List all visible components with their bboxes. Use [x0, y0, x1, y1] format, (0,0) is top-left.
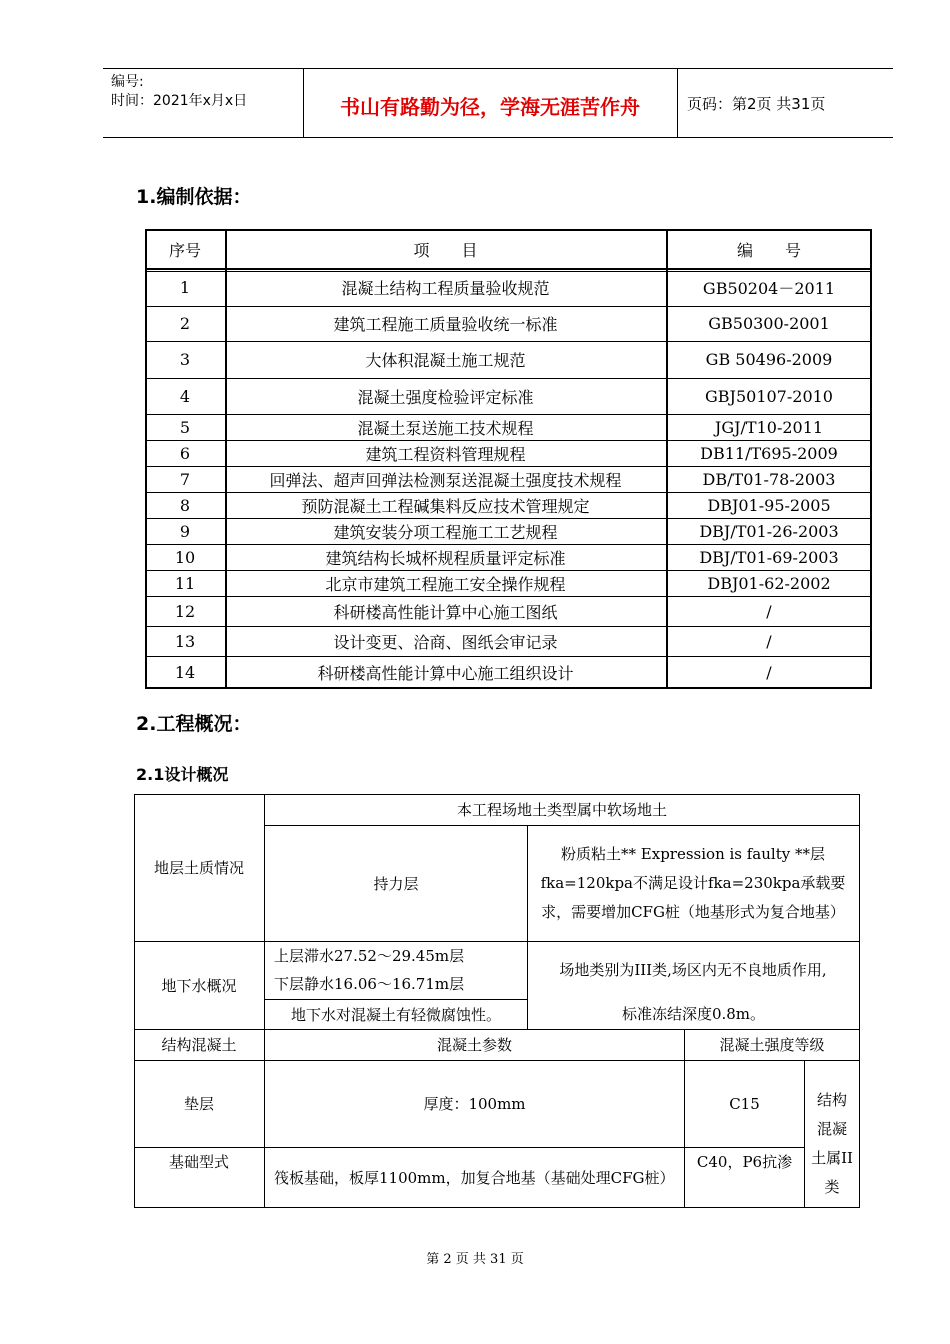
standard-code: GBJ50107-2010: [705, 386, 833, 406]
row-number: 3: [179, 350, 191, 369]
site-class: 场地类别为III类,场区内无不良地质作用,: [559, 961, 827, 979]
standard-code: GB 50496-2009: [705, 350, 833, 369]
upper-water-level: 上层滞水27.52～29.45m层: [274, 947, 465, 965]
row-number: 4: [179, 386, 191, 406]
standard-code: GB50300-2001: [708, 314, 830, 333]
standard-name: 科研楼高性能计算中心施工图纸: [333, 602, 558, 622]
foundation-label: 基础型式: [168, 1153, 229, 1171]
table-row: [145, 492, 872, 518]
standard-name: 混凝土结构工程质量验收规范: [341, 279, 550, 298]
design-overview-table: [134, 794, 860, 1208]
cushion-label: 垫层: [183, 1095, 214, 1113]
page-footer: 第 2 页 共 31 页: [426, 1252, 524, 1267]
row-number: 11: [174, 573, 196, 593]
standard-name: 混凝土强度检验评定标准: [357, 387, 534, 407]
document-number-label: 编号:: [111, 74, 144, 90]
section-1-title: 1.编制依据：: [136, 186, 252, 208]
standard-name: 科研楼高性能计算中心施工组织设计: [317, 663, 574, 683]
bearing-layer-desc: 粉质粘土** Expression is faulty **层fka=120kpa不满足设计fka=230kpa承载要求，需要增加CFG桩（地基形式为复合地基）: [540, 845, 846, 921]
document-time-label: 时间：2021年x月x日: [111, 93, 248, 109]
table-row: [145, 596, 872, 626]
table-rule: [145, 544, 872, 545]
table-row: [145, 656, 872, 688]
table-rule: [145, 414, 872, 415]
table-row: [145, 626, 872, 656]
table-rule: [804, 1060, 805, 1208]
row-number: 5: [179, 417, 191, 437]
page-header: [103, 68, 893, 138]
table-rule: [145, 306, 872, 307]
table-rule: [145, 341, 872, 342]
table-border: [859, 794, 860, 1208]
standard-code: DBJ01-95-2005: [707, 495, 831, 515]
table-header-row: [145, 229, 872, 269]
table-row: [145, 570, 872, 596]
section-2-title: 2.工程概况：: [136, 713, 252, 735]
table-row: [145, 440, 872, 466]
standard-name: 混凝土泵送施工技术规程: [357, 418, 534, 438]
standard-name: 预防混凝土工程碱集料反应技术管理规定: [301, 496, 590, 516]
table-rule: [145, 466, 872, 467]
table-rule: [870, 229, 872, 688]
standard-name: 建筑工程施工质量验收统一标准: [333, 315, 558, 334]
soil-label: 地层土质情况: [153, 858, 244, 877]
header-divider: [677, 69, 678, 137]
standard-name: 设计变更、洽商、图纸会审记录: [333, 632, 558, 652]
table-border: [134, 1207, 860, 1208]
standard-code: DBJ/T01-26-2003: [699, 521, 839, 541]
table-rule: [145, 271, 872, 272]
table-rule: [145, 570, 872, 571]
header-page-label: 页码：第2页 共31页: [687, 95, 826, 113]
table-rule: [145, 229, 872, 231]
table-row: [145, 378, 872, 414]
row-number: 13: [174, 631, 196, 651]
table-rule: [145, 687, 872, 689]
cushion-param: 厚度：100mm: [423, 1095, 526, 1113]
foundation-grade: C40，P6抗渗: [696, 1153, 793, 1171]
table-rule: [145, 492, 872, 493]
lower-water-level: 下层静水16.06～16.71m层: [274, 975, 465, 993]
row-number: 6: [179, 443, 191, 463]
section-2-1-title: 2.1设计概况: [136, 765, 229, 784]
structure-concrete-label: 结构混凝土: [161, 1036, 237, 1054]
table-rule: [145, 378, 872, 379]
table-row: [145, 518, 872, 544]
standard-code: /: [766, 662, 772, 682]
row-number: 8: [179, 495, 191, 515]
column-header: 编 号: [736, 240, 801, 260]
bearing-layer-label: 持力层: [373, 874, 419, 893]
standard-name: 建筑结构长城杯规程质量评定标准: [325, 548, 566, 568]
table-row: [145, 466, 872, 492]
table-row: [145, 269, 872, 306]
table-rule: [145, 596, 872, 597]
table-rule: [145, 268, 872, 270]
standard-code: DB11/T695-2009: [700, 443, 838, 463]
table-row: [145, 341, 872, 378]
standard-name: 建筑工程资料管理规程: [365, 444, 526, 464]
table-row: [145, 306, 872, 341]
standard-name: 建筑安装分项工程施工工艺规程: [333, 522, 558, 542]
standard-code: DBJ/T01-69-2003: [699, 547, 839, 567]
header-motto: 书山有路勤为径，学海无涯苦作舟: [340, 95, 640, 119]
row-number: 7: [179, 469, 191, 489]
frost-depth: 标准冻结深度0.8m。: [621, 1004, 766, 1023]
concrete-params-label: 混凝土参数: [436, 1036, 512, 1054]
table-rule: [145, 656, 872, 657]
table-rule: [145, 518, 872, 519]
foundation-param: 筏板基础，板厚1100mm，加复合地基（基础处理CFG桩）: [274, 1168, 675, 1187]
water-corrosion: 地下水对混凝土有轻微腐蚀性。: [290, 1005, 501, 1024]
header-left: [111, 73, 247, 111]
table-rule: [145, 229, 147, 688]
cushion-grade: C15: [729, 1095, 760, 1113]
standard-name: 北京市建筑工程施工安全操作规程: [325, 574, 566, 594]
row-number: 12: [174, 601, 196, 621]
table-rule: [225, 229, 227, 688]
standard-code: JGJ/T10-2011: [714, 417, 824, 437]
table-rule: [145, 626, 872, 627]
structure-class: 结构混凝土属II类: [811, 1091, 853, 1196]
standard-name: 大体积混凝土施工规范: [365, 351, 526, 370]
column-header: 序号: [168, 240, 201, 260]
table-row: [145, 544, 872, 570]
table-row: [145, 414, 872, 440]
standard-name: 回弹法、超声回弹法检测泵送混凝土强度技术规程: [269, 470, 622, 490]
column-header: 项 目: [413, 240, 478, 260]
table-rule: [666, 229, 668, 688]
row-number: 1: [179, 278, 191, 297]
standard-code: DB/T01-78-2003: [702, 469, 836, 489]
ground-water-label: 地下水概况: [161, 976, 237, 995]
standard-code: GB50204－2011: [702, 279, 836, 298]
standards-table: [145, 229, 872, 688]
standard-code: DBJ01-62-2002: [707, 573, 831, 593]
row-number: 14: [174, 662, 196, 682]
row-number: 10: [174, 547, 196, 567]
row-number: 2: [179, 314, 191, 333]
table-rule: [145, 440, 872, 441]
soil-type: 本工程场地土类型属中软场地土: [456, 801, 667, 819]
standard-code: /: [766, 631, 772, 651]
standard-code: /: [766, 601, 772, 621]
row-number: 9: [179, 521, 191, 541]
concrete-grade-label: 混凝土强度等级: [719, 1036, 825, 1054]
